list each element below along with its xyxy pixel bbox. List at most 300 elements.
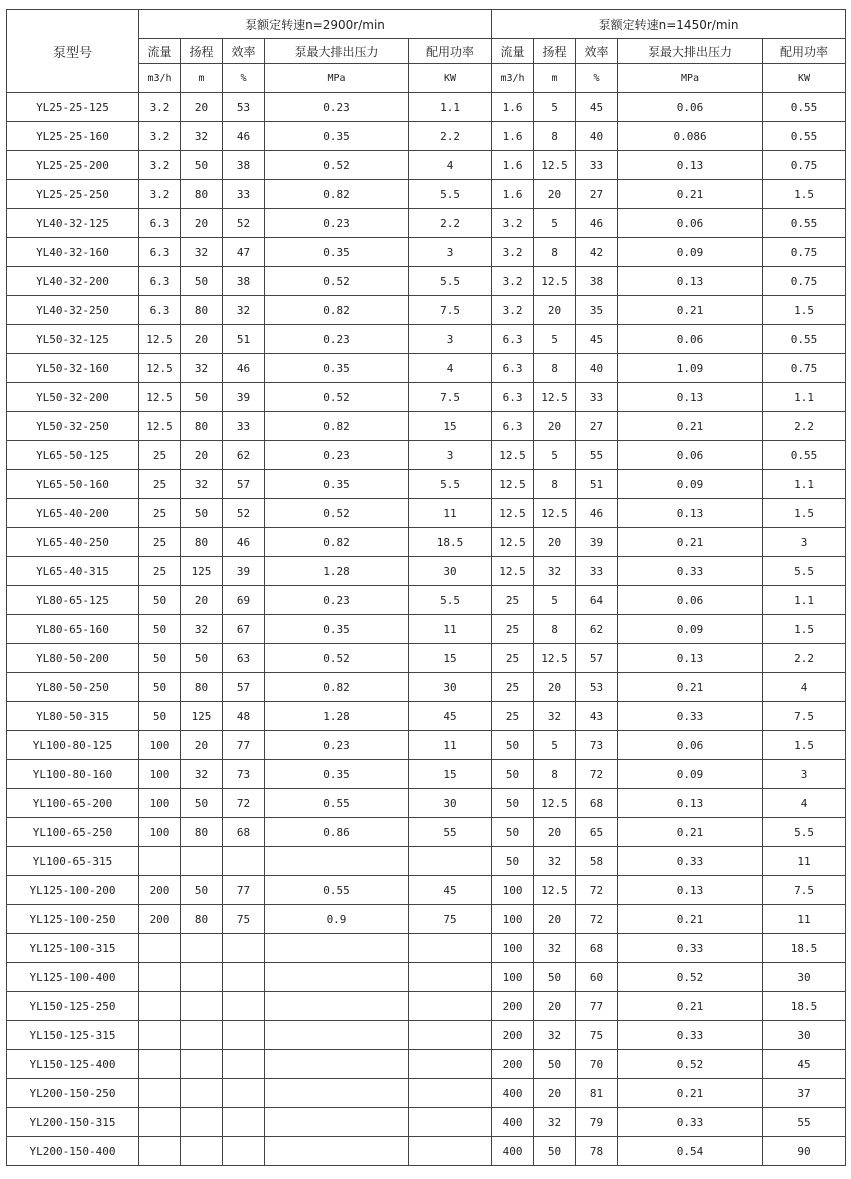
cell-power-b: 55 — [763, 1108, 846, 1137]
cell-power-b: 1.5 — [763, 499, 846, 528]
cell-model: YL100-65-200 — [7, 789, 139, 818]
cell-flow-b: 6.3 — [492, 412, 534, 441]
cell-power-b: 1.5 — [763, 296, 846, 325]
cell-efficiency-b: 40 — [576, 122, 618, 151]
cell-power-b: 5.5 — [763, 557, 846, 586]
cell-efficiency-b: 75 — [576, 1021, 618, 1050]
table-row — [7, 441, 846, 470]
cell-flow-a: 6.3 — [139, 267, 181, 296]
table-row — [7, 1108, 846, 1137]
cell-power-b: 0.75 — [763, 238, 846, 267]
cell-pressure-b: 0.13 — [618, 267, 763, 296]
cell-head-b: 12.5 — [534, 267, 576, 296]
cell-efficiency-b: 72 — [576, 876, 618, 905]
cell-pressure-a: 0.35 — [265, 760, 409, 789]
table-row — [7, 586, 846, 615]
cell-flow-b: 400 — [492, 1137, 534, 1166]
cell-efficiency-a: 63 — [223, 644, 265, 673]
cell-power-a: 30 — [409, 673, 492, 702]
cell-power-b: 5.5 — [763, 818, 846, 847]
cell-power-b: 0.55 — [763, 93, 846, 122]
cell-efficiency-a — [223, 963, 265, 992]
cell-pressure-a: 0.82 — [265, 180, 409, 209]
cell-pressure-b: 0.09 — [618, 760, 763, 789]
cell-head-b: 8 — [534, 760, 576, 789]
cell-pressure-a: 0.23 — [265, 325, 409, 354]
cell-power-b: 11 — [763, 905, 846, 934]
col-pressure-b: 泵最大排出压力 — [618, 39, 763, 64]
cell-efficiency-a — [223, 1021, 265, 1050]
table-row — [7, 557, 846, 586]
cell-head-b: 20 — [534, 412, 576, 441]
table-row — [7, 296, 846, 325]
cell-model: YL80-65-160 — [7, 615, 139, 644]
cell-efficiency-a — [223, 847, 265, 876]
unit-eff-b: % — [576, 64, 618, 93]
cell-power-b: 1.1 — [763, 470, 846, 499]
cell-flow-b: 1.6 — [492, 122, 534, 151]
cell-pressure-b: 0.33 — [618, 1108, 763, 1137]
cell-efficiency-b: 35 — [576, 296, 618, 325]
pump-spec-table — [6, 9, 846, 1166]
cell-flow-b: 1.6 — [492, 180, 534, 209]
table-row — [7, 963, 846, 992]
cell-head-b: 20 — [534, 905, 576, 934]
cell-head-b: 12.5 — [534, 383, 576, 412]
cell-flow-a: 100 — [139, 731, 181, 760]
table-row — [7, 470, 846, 499]
cell-pressure-a: 0.23 — [265, 731, 409, 760]
cell-model: YL40-32-200 — [7, 267, 139, 296]
cell-efficiency-a — [223, 1108, 265, 1137]
cell-flow-b: 12.5 — [492, 470, 534, 499]
table-row — [7, 1021, 846, 1050]
cell-head-a: 80 — [181, 296, 223, 325]
cell-head-b: 20 — [534, 528, 576, 557]
cell-pressure-b: 0.13 — [618, 644, 763, 673]
cell-power-a — [409, 963, 492, 992]
cell-head-b: 20 — [534, 180, 576, 209]
table-row — [7, 760, 846, 789]
cell-power-a — [409, 1050, 492, 1079]
table-row — [7, 1079, 846, 1108]
cell-efficiency-a: 32 — [223, 296, 265, 325]
cell-pressure-a: 0.55 — [265, 789, 409, 818]
cell-power-b: 0.55 — [763, 441, 846, 470]
cell-pressure-b: 0.06 — [618, 209, 763, 238]
cell-head-a: 20 — [181, 93, 223, 122]
cell-pressure-a: 0.82 — [265, 528, 409, 557]
cell-head-b: 20 — [534, 992, 576, 1021]
cell-pressure-a: 1.28 — [265, 557, 409, 586]
cell-flow-b: 3.2 — [492, 238, 534, 267]
cell-power-a: 30 — [409, 557, 492, 586]
cell-power-b: 1.5 — [763, 731, 846, 760]
cell-power-b: 0.75 — [763, 151, 846, 180]
cell-efficiency-a: 39 — [223, 383, 265, 412]
cell-efficiency-a: 33 — [223, 180, 265, 209]
cell-flow-a: 25 — [139, 528, 181, 557]
cell-efficiency-b: 65 — [576, 818, 618, 847]
cell-flow-a: 12.5 — [139, 354, 181, 383]
col-flow-b: 流量 — [492, 39, 534, 64]
cell-power-a: 4 — [409, 354, 492, 383]
cell-power-a: 55 — [409, 818, 492, 847]
cell-head-a — [181, 1137, 223, 1166]
cell-efficiency-b: 73 — [576, 731, 618, 760]
cell-head-b: 50 — [534, 1050, 576, 1079]
table-row — [7, 209, 846, 238]
cell-pressure-b: 0.33 — [618, 702, 763, 731]
unit-power-b: KW — [763, 64, 846, 93]
cell-pressure-a: 1.28 — [265, 702, 409, 731]
model-header: 泵型号 — [7, 10, 139, 93]
cell-flow-b: 200 — [492, 992, 534, 1021]
cell-efficiency-b: 42 — [576, 238, 618, 267]
cell-flow-b: 25 — [492, 615, 534, 644]
cell-flow-b: 12.5 — [492, 528, 534, 557]
cell-pressure-a: 0.52 — [265, 267, 409, 296]
cell-power-a: 15 — [409, 412, 492, 441]
cell-head-a: 50 — [181, 789, 223, 818]
cell-efficiency-b: 72 — [576, 905, 618, 934]
cell-pressure-a: 0.82 — [265, 412, 409, 441]
cell-pressure-b: 0.06 — [618, 731, 763, 760]
cell-head-a — [181, 963, 223, 992]
table-row — [7, 1137, 846, 1166]
cell-flow-b: 50 — [492, 789, 534, 818]
cell-flow-a: 3.2 — [139, 93, 181, 122]
cell-power-b: 18.5 — [763, 992, 846, 1021]
cell-flow-a — [139, 934, 181, 963]
cell-flow-b: 200 — [492, 1050, 534, 1079]
cell-efficiency-a: 68 — [223, 818, 265, 847]
cell-pressure-a — [265, 1050, 409, 1079]
cell-power-b: 45 — [763, 1050, 846, 1079]
cell-efficiency-a: 53 — [223, 93, 265, 122]
cell-model: YL65-50-125 — [7, 441, 139, 470]
cell-model: YL25-25-200 — [7, 151, 139, 180]
cell-power-b: 1.5 — [763, 615, 846, 644]
cell-power-a: 11 — [409, 731, 492, 760]
cell-model: YL200-150-315 — [7, 1108, 139, 1137]
cell-efficiency-a — [223, 934, 265, 963]
cell-head-a: 50 — [181, 267, 223, 296]
cell-power-a: 75 — [409, 905, 492, 934]
cell-efficiency-b: 33 — [576, 557, 618, 586]
cell-head-b: 50 — [534, 1137, 576, 1166]
cell-flow-a — [139, 847, 181, 876]
cell-power-a: 3 — [409, 325, 492, 354]
cell-head-b: 12.5 — [534, 499, 576, 528]
cell-pressure-a: 0.35 — [265, 122, 409, 151]
cell-efficiency-a — [223, 1137, 265, 1166]
cell-head-a: 20 — [181, 441, 223, 470]
cell-pressure-a: 0.35 — [265, 615, 409, 644]
cell-efficiency-a: 52 — [223, 499, 265, 528]
cell-flow-a: 50 — [139, 644, 181, 673]
col-pressure-a: 泵最大排出压力 — [265, 39, 409, 64]
cell-model: YL25-25-160 — [7, 122, 139, 151]
cell-power-a: 5.5 — [409, 586, 492, 615]
cell-head-a: 80 — [181, 905, 223, 934]
unit-head-b: m — [534, 64, 576, 93]
table-row — [7, 325, 846, 354]
cell-efficiency-b: 60 — [576, 963, 618, 992]
cell-pressure-b: 0.33 — [618, 847, 763, 876]
cell-head-b: 5 — [534, 325, 576, 354]
cell-efficiency-b: 45 — [576, 93, 618, 122]
cell-flow-b: 400 — [492, 1079, 534, 1108]
unit-pressure-a: MPa — [265, 64, 409, 93]
cell-head-a: 32 — [181, 760, 223, 789]
cell-model: YL80-50-250 — [7, 673, 139, 702]
cell-pressure-b: 0.06 — [618, 93, 763, 122]
cell-pressure-b: 0.086 — [618, 122, 763, 151]
cell-flow-a — [139, 1137, 181, 1166]
cell-efficiency-a: 46 — [223, 528, 265, 557]
cell-pressure-a: 0.52 — [265, 644, 409, 673]
cell-model: YL80-50-315 — [7, 702, 139, 731]
cell-head-b: 20 — [534, 818, 576, 847]
cell-head-a: 80 — [181, 818, 223, 847]
cell-pressure-a — [265, 1021, 409, 1050]
cell-pressure-a: 0.52 — [265, 499, 409, 528]
cell-pressure-b: 0.21 — [618, 180, 763, 209]
table-row — [7, 238, 846, 267]
cell-power-b: 0.55 — [763, 209, 846, 238]
cell-flow-b: 100 — [492, 876, 534, 905]
table-row — [7, 644, 846, 673]
table-row — [7, 383, 846, 412]
cell-head-a: 32 — [181, 122, 223, 151]
cell-pressure-a — [265, 934, 409, 963]
cell-head-a: 20 — [181, 586, 223, 615]
cell-power-a — [409, 1021, 492, 1050]
cell-pressure-a: 0.23 — [265, 441, 409, 470]
cell-pressure-b: 0.13 — [618, 151, 763, 180]
table-row — [7, 905, 846, 934]
cell-efficiency-a: 39 — [223, 557, 265, 586]
cell-power-a: 5.5 — [409, 180, 492, 209]
cell-flow-b: 25 — [492, 644, 534, 673]
cell-head-b: 5 — [534, 441, 576, 470]
cell-head-b: 8 — [534, 354, 576, 383]
cell-flow-a: 6.3 — [139, 209, 181, 238]
cell-power-b: 18.5 — [763, 934, 846, 963]
cell-efficiency-b: 45 — [576, 325, 618, 354]
cell-model: YL40-32-250 — [7, 296, 139, 325]
cell-power-b: 0.75 — [763, 354, 846, 383]
table-row — [7, 702, 846, 731]
cell-flow-b: 200 — [492, 1021, 534, 1050]
cell-efficiency-a — [223, 1050, 265, 1079]
table-row — [7, 412, 846, 441]
cell-pressure-a: 0.86 — [265, 818, 409, 847]
cell-power-b: 1.5 — [763, 180, 846, 209]
cell-head-b: 32 — [534, 847, 576, 876]
cell-flow-a: 6.3 — [139, 296, 181, 325]
cell-power-a: 5.5 — [409, 267, 492, 296]
cell-model: YL125-100-315 — [7, 934, 139, 963]
cell-pressure-b: 0.21 — [618, 992, 763, 1021]
cell-head-a — [181, 934, 223, 963]
cell-power-b: 3 — [763, 528, 846, 557]
unit-head-a: m — [181, 64, 223, 93]
col-head-b: 扬程 — [534, 39, 576, 64]
table-row — [7, 876, 846, 905]
cell-model: YL125-100-250 — [7, 905, 139, 934]
cell-pressure-b: 0.13 — [618, 383, 763, 412]
cell-efficiency-a: 67 — [223, 615, 265, 644]
cell-head-a: 50 — [181, 383, 223, 412]
cell-efficiency-b: 55 — [576, 441, 618, 470]
cell-power-a — [409, 992, 492, 1021]
cell-flow-a: 50 — [139, 586, 181, 615]
cell-head-a: 50 — [181, 151, 223, 180]
cell-flow-a: 3.2 — [139, 180, 181, 209]
cell-efficiency-b: 77 — [576, 992, 618, 1021]
table-row — [7, 93, 846, 122]
cell-model: YL125-100-400 — [7, 963, 139, 992]
cell-flow-a: 100 — [139, 789, 181, 818]
table-row — [7, 934, 846, 963]
cell-head-a: 125 — [181, 557, 223, 586]
cell-power-b: 30 — [763, 1021, 846, 1050]
cell-pressure-a: 0.23 — [265, 93, 409, 122]
cell-efficiency-b: 43 — [576, 702, 618, 731]
cell-pressure-a: 0.35 — [265, 238, 409, 267]
cell-power-b: 90 — [763, 1137, 846, 1166]
cell-model: YL50-32-125 — [7, 325, 139, 354]
cell-head-a: 50 — [181, 876, 223, 905]
cell-pressure-a — [265, 1137, 409, 1166]
cell-flow-b: 100 — [492, 905, 534, 934]
cell-power-b: 4 — [763, 673, 846, 702]
table-row — [7, 180, 846, 209]
cell-power-b: 2.2 — [763, 644, 846, 673]
table-row — [7, 499, 846, 528]
cell-flow-a: 50 — [139, 702, 181, 731]
cell-flow-b: 3.2 — [492, 267, 534, 296]
cell-head-b: 12.5 — [534, 644, 576, 673]
unit-power-a: KW — [409, 64, 492, 93]
unit-flow-b: m3/h — [492, 64, 534, 93]
cell-model: YL25-25-250 — [7, 180, 139, 209]
cell-efficiency-b: 27 — [576, 412, 618, 441]
cell-flow-a: 50 — [139, 673, 181, 702]
cell-head-b: 20 — [534, 673, 576, 702]
table-row — [7, 528, 846, 557]
cell-power-b: 0.75 — [763, 267, 846, 296]
cell-head-a: 125 — [181, 702, 223, 731]
unit-pressure-b: MPa — [618, 64, 763, 93]
cell-model: YL40-32-125 — [7, 209, 139, 238]
cell-efficiency-a: 48 — [223, 702, 265, 731]
cell-efficiency-b: 51 — [576, 470, 618, 499]
cell-flow-b: 25 — [492, 702, 534, 731]
table-row — [7, 992, 846, 1021]
cell-head-a: 20 — [181, 325, 223, 354]
cell-power-a: 4 — [409, 151, 492, 180]
cell-head-a: 20 — [181, 731, 223, 760]
cell-pressure-a: 0.52 — [265, 383, 409, 412]
cell-efficiency-a: 46 — [223, 122, 265, 151]
cell-pressure-a: 0.9 — [265, 905, 409, 934]
cell-head-b: 32 — [534, 1108, 576, 1137]
cell-head-a: 32 — [181, 615, 223, 644]
cell-model: YL40-32-160 — [7, 238, 139, 267]
cell-efficiency-b: 46 — [576, 499, 618, 528]
cell-head-b: 50 — [534, 963, 576, 992]
cell-power-a: 45 — [409, 876, 492, 905]
cell-pressure-a: 0.52 — [265, 151, 409, 180]
cell-head-b: 32 — [534, 557, 576, 586]
col-flow-a: 流量 — [139, 39, 181, 64]
col-eff-b: 效率 — [576, 39, 618, 64]
cell-head-a: 32 — [181, 238, 223, 267]
cell-power-b: 3 — [763, 760, 846, 789]
cell-pressure-b: 0.13 — [618, 789, 763, 818]
cell-efficiency-b: 38 — [576, 267, 618, 296]
table-row — [7, 1050, 846, 1079]
cell-pressure-a: 0.23 — [265, 209, 409, 238]
cell-pressure-b: 0.09 — [618, 615, 763, 644]
cell-model: YL150-125-250 — [7, 992, 139, 1021]
cell-power-b: 1.1 — [763, 586, 846, 615]
cell-flow-a: 25 — [139, 499, 181, 528]
cell-pressure-a: 0.82 — [265, 296, 409, 325]
cell-efficiency-a: 73 — [223, 760, 265, 789]
cell-power-a: 15 — [409, 760, 492, 789]
cell-power-a: 45 — [409, 702, 492, 731]
table-row — [7, 847, 846, 876]
cell-efficiency-a: 46 — [223, 354, 265, 383]
cell-head-b: 12.5 — [534, 789, 576, 818]
cell-pressure-a — [265, 847, 409, 876]
cell-power-b: 4 — [763, 789, 846, 818]
cell-flow-b: 50 — [492, 818, 534, 847]
cell-power-a — [409, 847, 492, 876]
cell-head-b: 5 — [534, 586, 576, 615]
cell-flow-b: 50 — [492, 847, 534, 876]
cell-head-a — [181, 1021, 223, 1050]
cell-efficiency-b: 27 — [576, 180, 618, 209]
cell-flow-b: 3.2 — [492, 296, 534, 325]
cell-pressure-b: 0.21 — [618, 528, 763, 557]
cell-head-a: 50 — [181, 499, 223, 528]
cell-pressure-b: 0.52 — [618, 963, 763, 992]
cell-model: YL50-32-200 — [7, 383, 139, 412]
cell-flow-b: 25 — [492, 586, 534, 615]
cell-head-a: 80 — [181, 528, 223, 557]
cell-efficiency-b: 64 — [576, 586, 618, 615]
cell-flow-b: 1.6 — [492, 151, 534, 180]
cell-head-b: 5 — [534, 731, 576, 760]
unit-flow-a: m3/h — [139, 64, 181, 93]
cell-pressure-b: 0.21 — [618, 412, 763, 441]
cell-power-b: 2.2 — [763, 412, 846, 441]
cell-model: YL100-65-250 — [7, 818, 139, 847]
cell-efficiency-a: 69 — [223, 586, 265, 615]
cell-flow-b: 25 — [492, 673, 534, 702]
cell-head-b: 5 — [534, 93, 576, 122]
cell-head-a: 32 — [181, 354, 223, 383]
cell-flow-b: 50 — [492, 731, 534, 760]
cell-power-a: 2.2 — [409, 209, 492, 238]
cell-efficiency-b: 81 — [576, 1079, 618, 1108]
cell-flow-a — [139, 1108, 181, 1137]
